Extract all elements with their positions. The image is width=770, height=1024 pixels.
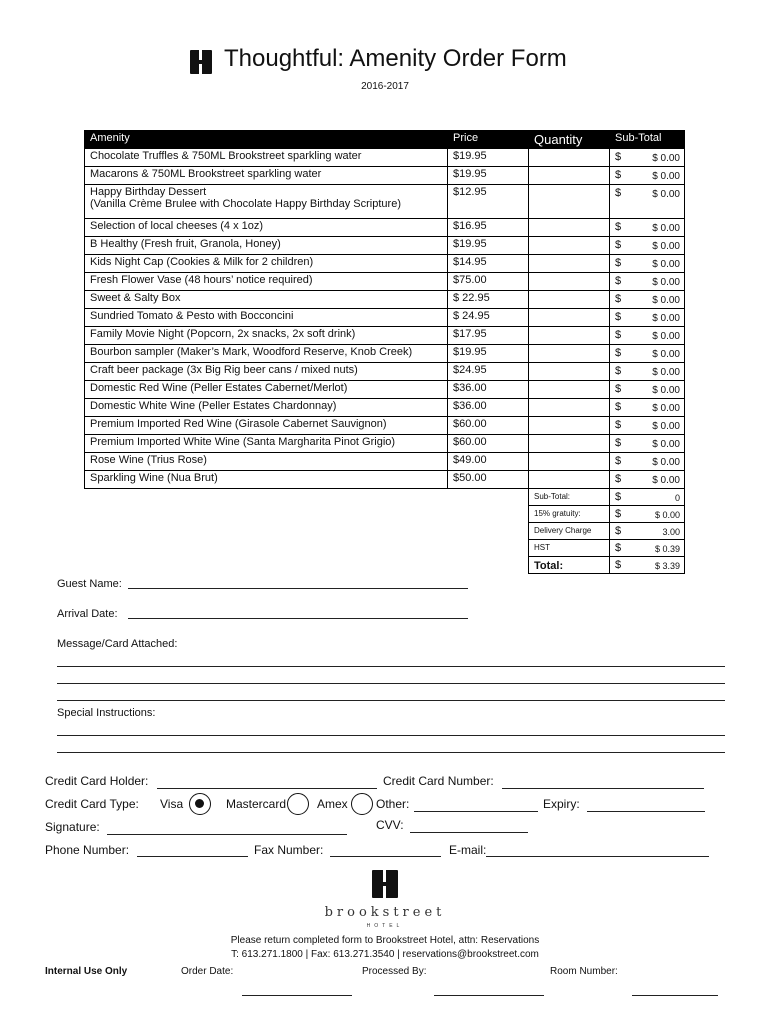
- card-type-label: Credit Card Type:: [45, 797, 139, 811]
- amenity-name: Happy Birthday Dessert: [90, 186, 207, 198]
- subtotal-value: $ 0.00: [652, 189, 680, 200]
- amenity-cell: [85, 399, 448, 417]
- other-label: Other:: [376, 797, 410, 811]
- currency-sign: $: [615, 239, 622, 251]
- currency-sign: $: [615, 559, 622, 571]
- price-cell: $ 22.95: [448, 291, 529, 309]
- amenity-name: Domestic Red Wine (Peller Estates Cabernet/Merlot): [90, 382, 348, 394]
- summary-value: $ 0.00: [654, 510, 680, 520]
- contact-info: T: 613.271.1800 | Fax: 613.271.3540 | reservations@brookstreet.com: [231, 949, 539, 960]
- amenity-name: Sundried Tomato & Pesto with Bocconcini: [90, 310, 294, 322]
- amenity-cell: [85, 167, 448, 185]
- currency-sign: $: [615, 491, 622, 503]
- amenity-order-table: [84, 130, 685, 574]
- subtotal-value: $ 0.00: [652, 313, 680, 324]
- currency-sign: $: [615, 455, 622, 467]
- visa-radio[interactable]: [189, 793, 211, 815]
- summary-value: $ 3.39: [654, 561, 680, 571]
- price-cell: $36.00: [448, 399, 529, 417]
- summary-label: Total:: [529, 557, 610, 574]
- currency-sign: $: [615, 221, 622, 233]
- message-line-2[interactable]: [57, 683, 725, 684]
- special-instructions-label: Special Instructions:: [57, 707, 156, 719]
- currency-sign: $: [615, 329, 622, 341]
- price-cell: $19.95: [448, 345, 529, 363]
- summary-row: [85, 506, 685, 523]
- quantity-input[interactable]: [529, 363, 610, 381]
- message-line-1[interactable]: [57, 666, 725, 667]
- blank-cell: [85, 557, 448, 574]
- price-cell: $19.95: [448, 167, 529, 185]
- summary-value: 0: [674, 493, 680, 503]
- arrival-date-field[interactable]: [128, 618, 468, 619]
- amenity-cell: [85, 219, 448, 237]
- amenity-name: Family Movie Night (Popcorn, 2x snacks, 2x soft drink): [90, 328, 356, 340]
- summary-value: 3.00: [662, 527, 680, 537]
- subtotal-cell: [610, 291, 685, 309]
- subtotal-value: $ 0.00: [652, 385, 680, 396]
- price-cell: $ 24.95: [448, 309, 529, 327]
- brand-subtitle: HOTEL: [366, 923, 404, 929]
- signature-label: Signature:: [45, 820, 100, 834]
- subtotal-cell: [610, 149, 685, 167]
- price-cell: $36.00: [448, 381, 529, 399]
- quantity-input[interactable]: [529, 453, 610, 471]
- currency-sign: $: [615, 542, 622, 554]
- header-amenity: Amenity: [85, 131, 448, 149]
- card-holder-field[interactable]: [157, 788, 377, 789]
- subtotal-value: $ 0.00: [652, 153, 680, 164]
- currency-sign: $: [615, 365, 622, 377]
- return-instructions: Please return completed form to Brookstreet Hotel, attn: Reservations: [230, 935, 540, 946]
- arrival-date-label: Arrival Date:: [57, 608, 118, 620]
- currency-sign: $: [615, 419, 622, 431]
- table-header-row: [85, 131, 685, 149]
- visa-label: Visa: [160, 797, 184, 811]
- other-field[interactable]: [414, 811, 538, 812]
- currency-sign: $: [615, 473, 622, 485]
- amenity-name: Kids Night Cap (Cookies & Milk for 2 children): [90, 256, 314, 268]
- amenity-cell: [85, 309, 448, 327]
- blank-cell: [448, 489, 529, 506]
- table-row: [85, 453, 685, 471]
- card-number-field[interactable]: [502, 788, 704, 789]
- currency-sign: $: [615, 257, 622, 269]
- table-row: [85, 471, 685, 489]
- price-cell: $12.95: [448, 185, 529, 219]
- amenity-name: Fresh Flower Vase (48 hours’ notice required): [90, 274, 313, 286]
- special-line-2[interactable]: [57, 752, 725, 753]
- table-row: [85, 399, 685, 417]
- price-cell: $60.00: [448, 417, 529, 435]
- table-row: [85, 237, 685, 255]
- phone-field[interactable]: [137, 856, 248, 857]
- fax-label: Fax Number:: [254, 843, 324, 857]
- subtotal-value: $ 0.00: [652, 223, 680, 234]
- subtotal-cell: [610, 185, 685, 219]
- summary-label: Delivery Charge: [529, 523, 610, 540]
- subtotal-cell: [610, 381, 685, 399]
- subtotal-cell: [610, 309, 685, 327]
- amenity-cell: [85, 345, 448, 363]
- blank-cell: [85, 506, 448, 523]
- brookstreet-logo-icon: [190, 50, 212, 74]
- blank-cell: [448, 540, 529, 557]
- currency-sign: $: [615, 275, 622, 287]
- price-cell: $75.00: [448, 273, 529, 291]
- quantity-input[interactable]: [529, 167, 610, 185]
- email-field[interactable]: [486, 856, 709, 857]
- amenity-cell: [85, 471, 448, 489]
- page-title: Thoughtful: Amenity Order Form: [224, 45, 567, 72]
- currency-sign: $: [615, 525, 622, 537]
- subtotal-value: $ 0.00: [652, 403, 680, 414]
- subtotal-value: $ 0.00: [652, 367, 680, 378]
- table-row: [85, 149, 685, 167]
- price-cell: $17.95: [448, 327, 529, 345]
- header-quantity: Quantity: [529, 131, 610, 149]
- subtotal-value: $ 0.00: [652, 475, 680, 486]
- currency-sign: $: [615, 187, 622, 199]
- subtotal-value: $ 0.00: [652, 331, 680, 342]
- amenity-cell: [85, 435, 448, 453]
- price-cell: $49.00: [448, 453, 529, 471]
- subtotal-cell: [610, 345, 685, 363]
- subtotal-cell: [610, 453, 685, 471]
- brand-name: brookstreet: [324, 905, 446, 920]
- quantity-input[interactable]: [529, 149, 610, 167]
- card-holder-label: Credit Card Holder:: [45, 774, 149, 788]
- table-row: [85, 309, 685, 327]
- subtotal-value: $ 0.00: [652, 171, 680, 182]
- subtotal-cell: [610, 417, 685, 435]
- subtotal-cell: [610, 255, 685, 273]
- amenity-name: Premium Imported Red Wine (Girasole Cabernet Sauvignon): [90, 418, 387, 430]
- cvv-label: CVV:: [376, 818, 404, 832]
- quantity-input[interactable]: [529, 219, 610, 237]
- table-row: [85, 381, 685, 399]
- blank-cell: [85, 489, 448, 506]
- expiry-field[interactable]: [587, 811, 705, 812]
- subtotal-cell: [610, 237, 685, 255]
- phone-label: Phone Number:: [45, 843, 130, 857]
- price-cell: $60.00: [448, 435, 529, 453]
- currency-sign: $: [615, 383, 622, 395]
- amenity-name: Bourbon sampler (Maker’s Mark, Woodford Reserve, Knob Creek): [90, 346, 413, 358]
- subtotal-cell: [610, 327, 685, 345]
- quantity-input[interactable]: [529, 399, 610, 417]
- summary-value-cell: [610, 557, 685, 574]
- form-year: 2016-2017: [361, 81, 409, 92]
- amenity-cell: [85, 363, 448, 381]
- price-cell: $50.00: [448, 471, 529, 489]
- subtotal-value: $ 0.00: [652, 439, 680, 450]
- quantity-input[interactable]: [529, 345, 610, 363]
- amenity-name: Rose Wine (Trius Rose): [90, 454, 207, 466]
- amenity-name: Macarons & 750ML Brookstreet sparkling water: [90, 168, 322, 180]
- summary-value-cell: [610, 506, 685, 523]
- amenity-cell: [85, 185, 448, 219]
- header-subtotal: Sub-Total: [610, 131, 685, 149]
- blank-cell: [448, 557, 529, 574]
- expiry-label: Expiry:: [543, 797, 580, 811]
- brookstreet-footer-logo-icon: [372, 870, 398, 898]
- quantity-input[interactable]: [529, 255, 610, 273]
- subtotal-value: $ 0.00: [652, 295, 680, 306]
- quantity-input[interactable]: [529, 417, 610, 435]
- summary-row: [85, 489, 685, 506]
- table-row: [85, 291, 685, 309]
- subtotal-value: $ 0.00: [652, 421, 680, 432]
- currency-sign: $: [615, 508, 622, 520]
- price-cell: $19.95: [448, 149, 529, 167]
- subtotal-cell: [610, 471, 685, 489]
- processed-by-field[interactable]: [434, 995, 544, 996]
- fax-field[interactable]: [330, 856, 441, 857]
- summary-label: 15% gratuity:: [529, 506, 610, 523]
- amenity-cell: [85, 255, 448, 273]
- summary-label: HST: [529, 540, 610, 557]
- amenity-name: Sparkling Wine (Nua Brut): [90, 472, 218, 484]
- quantity-input[interactable]: [529, 185, 610, 219]
- amenity-cell: [85, 417, 448, 435]
- cvv-field[interactable]: [410, 832, 528, 833]
- summary-value-cell: [610, 489, 685, 506]
- amenity-cell: [85, 273, 448, 291]
- message-card-label: Message/Card Attached:: [57, 638, 178, 650]
- table-row: [85, 327, 685, 345]
- special-line-1[interactable]: [57, 735, 725, 736]
- subtotal-value: $ 0.00: [652, 259, 680, 270]
- table-row: [85, 363, 685, 381]
- summary-row: [85, 523, 685, 540]
- amenity-cell: [85, 381, 448, 399]
- subtotal-cell: [610, 363, 685, 381]
- header-price: Price: [448, 131, 529, 149]
- price-cell: $14.95: [448, 255, 529, 273]
- amex-radio[interactable]: [351, 793, 373, 815]
- table-row: [85, 435, 685, 453]
- price-cell: $24.95: [448, 363, 529, 381]
- quantity-input[interactable]: [529, 471, 610, 489]
- quantity-input[interactable]: [529, 237, 610, 255]
- subtotal-value: $ 0.00: [652, 457, 680, 468]
- blank-cell: [85, 523, 448, 540]
- blank-cell: [448, 506, 529, 523]
- amenity-name: Sweet & Salty Box: [90, 292, 181, 304]
- currency-sign: $: [615, 151, 622, 163]
- room-number-label: Room Number:: [550, 966, 618, 977]
- summary-value-cell: [610, 523, 685, 540]
- amenity-name: Domestic White Wine (Peller Estates Chardonnay): [90, 400, 337, 412]
- order-date-field[interactable]: [242, 995, 352, 996]
- mastercard-label: Mastercard: [226, 797, 287, 811]
- amenity-cell: [85, 453, 448, 471]
- currency-sign: $: [615, 169, 622, 181]
- mastercard-radio[interactable]: [287, 793, 309, 815]
- room-number-field[interactable]: [632, 995, 718, 996]
- amenity-name: B Healthy (Fresh fruit, Granola, Honey): [90, 238, 281, 250]
- quantity-input[interactable]: [529, 435, 610, 453]
- subtotal-cell: [610, 273, 685, 291]
- subtotal-cell: [610, 219, 685, 237]
- amenity-cell: [85, 291, 448, 309]
- card-number-label: Credit Card Number:: [383, 774, 494, 788]
- table-row: [85, 273, 685, 291]
- summary-value: $ 0.39: [654, 544, 680, 554]
- subtotal-cell: [610, 399, 685, 417]
- table-row: [85, 255, 685, 273]
- signature-field[interactable]: [107, 834, 347, 835]
- internal-use-label: Internal Use Only: [45, 966, 128, 977]
- quantity-input[interactable]: [529, 291, 610, 309]
- email-label: E-mail:: [449, 843, 487, 857]
- amenity-cell: [85, 237, 448, 255]
- amenity-detail: (Vanilla Crème Brulee with Chocolate Happy Birthday Scripture): [90, 198, 401, 210]
- subtotal-cell: [610, 435, 685, 453]
- amenity-cell: [85, 327, 448, 345]
- quantity-input[interactable]: [529, 381, 610, 399]
- order-date-label: Order Date:: [181, 966, 234, 977]
- amenity-name: Premium Imported White Wine (Santa Margharita Pinot Grigio): [90, 436, 396, 448]
- currency-sign: $: [615, 293, 622, 305]
- summary-row: [85, 540, 685, 557]
- summary-row: [85, 557, 685, 574]
- currency-sign: $: [615, 437, 622, 449]
- table-row: [85, 219, 685, 237]
- guest-name-label: Guest Name:: [57, 578, 122, 590]
- summary-value-cell: [610, 540, 685, 557]
- currency-sign: $: [615, 347, 622, 359]
- currency-sign: $: [615, 401, 622, 413]
- summary-label: Sub-Total:: [529, 489, 610, 506]
- blank-cell: [85, 540, 448, 557]
- radio-selected-dot: [195, 799, 204, 808]
- subtotal-value: $ 0.00: [652, 349, 680, 360]
- subtotal-value: $ 0.00: [652, 277, 680, 288]
- subtotal-value: $ 0.00: [652, 241, 680, 252]
- table-row: [85, 185, 685, 219]
- table-row: [85, 345, 685, 363]
- price-cell: $16.95: [448, 219, 529, 237]
- amenity-name: Chocolate Truffles & 750ML Brookstreet sparkling water: [90, 150, 362, 162]
- guest-name-field[interactable]: [128, 588, 468, 589]
- processed-by-label: Processed By:: [362, 966, 427, 977]
- subtotal-cell: [610, 167, 685, 185]
- amenity-name: Selection of local cheeses (4 x 1oz): [90, 220, 264, 232]
- currency-sign: $: [615, 311, 622, 323]
- table-row: [85, 417, 685, 435]
- quantity-input[interactable]: [529, 309, 610, 327]
- quantity-input[interactable]: [529, 273, 610, 291]
- amex-label: Amex: [317, 797, 348, 811]
- quantity-input[interactable]: [529, 327, 610, 345]
- table-row: [85, 167, 685, 185]
- amenity-name: Craft beer package (3x Big Rig beer cans / mixed nuts): [90, 364, 358, 376]
- message-line-3[interactable]: [57, 700, 725, 701]
- amenity-cell: [85, 149, 448, 167]
- price-cell: $19.95: [448, 237, 529, 255]
- blank-cell: [448, 523, 529, 540]
